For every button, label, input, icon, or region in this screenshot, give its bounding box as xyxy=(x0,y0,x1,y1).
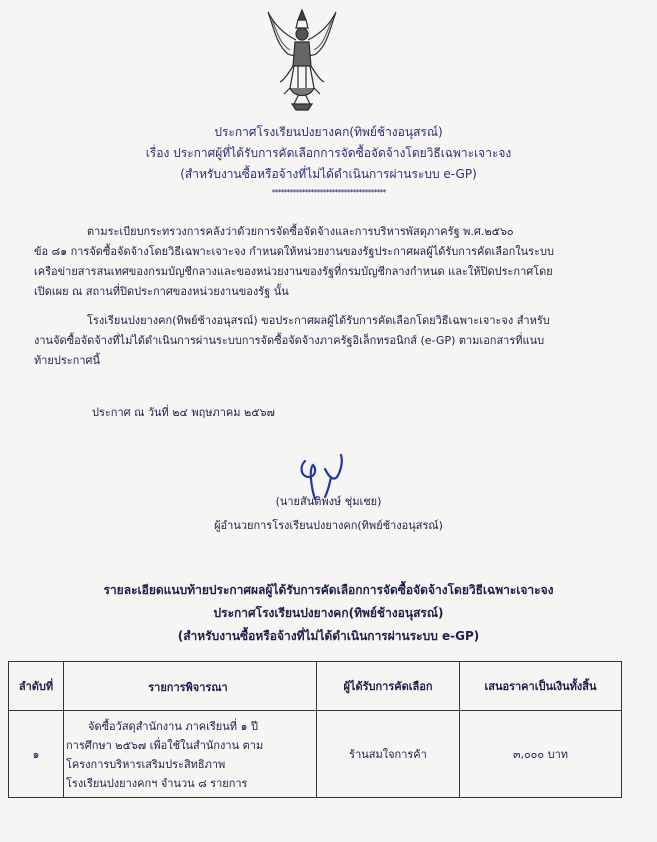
row-price: ๓,๐๐๐ บาท xyxy=(460,711,622,798)
body-paragraph-1-line-3: เครือข่ายสารสนเทศของกรมบัญชีกลางและของหน่วยงานของรัฐที่กรมบัญชีกลางกำหนด และให้ปิดประกาศโดย xyxy=(34,265,553,278)
body-paragraph-1-line-1: ตามระเบียบกระทรวงการคลังว่าด้วยการจัดซื้อจัดจ้างและการบริหารพัสดุภาครัฐ พ.ศ.๒๕๖๐ xyxy=(87,225,514,238)
announcement-scope: (สำหรับงานซื้อหรือจ้างที่ไม่ได้ดำเนินการผ่านระบบ e-GP) xyxy=(180,167,477,181)
attachment-title-line-3: (สำหรับงานซื้อหรือจ้างที่ไม่ได้ดำเนินการผ่านระบบ e-GP) xyxy=(177,629,480,643)
item-line: การศึกษา ๒๕๖๗ เพื่อใช้ในสำนักงาน ตาม xyxy=(66,739,264,752)
row-number: ๑ xyxy=(9,711,64,798)
announcement-title: ประกาศโรงเรียนปงยางคก(ทิพย์ช้างอนุสรณ์) xyxy=(214,125,443,139)
procurement-result-table xyxy=(8,661,622,798)
body-paragraph-1-line-4: เปิดเผย ณ สถานที่ปิดประกาศของหน่วยงานของรัฐ นั้น xyxy=(34,285,289,298)
announcement-subject: เรื่อง ประกาศผู้ที่ได้รับการคัดเลือกการจัดซื้อจัดจ้างโดยวิธีเฉพาะเจาะจง xyxy=(145,146,512,160)
separator-line: ************************************** xyxy=(271,188,386,197)
body-paragraph-2-line-1: โรงเรียนปงยางคก(ทิพย์ช้างอนุสรณ์) ขอประกาศผลผู้ได้รับการคัดเลือกโดยวิธีเฉพาะเจาะจง สำหรับ xyxy=(87,314,550,327)
row-winner: ร้านสมใจการค้า xyxy=(317,711,460,798)
body-paragraph-2-line-3: ท้ายประกาศนี้ xyxy=(34,354,101,367)
table-header-row xyxy=(9,662,622,711)
signer-position: ผู้อำนวยการโรงเรียนปงยางคก(ทิพย์ช้างอนุสรณ์) xyxy=(214,519,443,532)
announced-date: ประกาศ ณ วันที่ ๒๔ พฤษภาคม ๒๕๖๗ xyxy=(92,406,275,419)
signer-name: (นายสันติพงษ์ ชุ่มเชย) xyxy=(275,495,382,508)
item-line: โรงเรียนปงยางคกฯ จำนวน ๘ รายการ xyxy=(66,777,248,790)
item-line: โครงการบริหารเสริมประสิทธิภาพ xyxy=(66,758,226,771)
row-item-description xyxy=(64,711,317,798)
body-paragraph-1-line-2: ข้อ ๘๑ การจัดซื้อจัดจ้างโดยวิธีเฉพาะเจาะจง กำหนดให้หน่วยงานของรัฐประกาศผลผู้ได้รับการคัดเลือกในระบบ xyxy=(34,245,554,258)
column-header-item: รายการพิจารณา xyxy=(64,662,317,711)
table-row xyxy=(9,711,622,798)
column-header-price: เสนอราคาเป็นเงินทั้งสิ้น xyxy=(460,662,622,711)
body-paragraph-2-line-2: งานจัดซื้อจัดจ้างที่ไม่ได้ดำเนินการผ่านระบบการจัดซื้อจัดจ้างภาครัฐอิเล็กทรอนิกส์ (e-GP) ตามเอกสารที่แนบ xyxy=(34,334,545,347)
column-header-number: ลำดับที่ xyxy=(9,662,64,711)
item-line: จัดซื้อวัสดุสำนักงาน ภาคเรียนที่ ๑ ปี xyxy=(88,720,258,733)
garuda-emblem xyxy=(264,4,340,112)
attachment-title-line-2: ประกาศโรงเรียนปงยางคก(ทิพย์ช้างอนุสรณ์) xyxy=(213,606,444,620)
column-header-winner: ผู้ได้รับการคัดเลือก xyxy=(317,662,460,711)
attachment-title-line-1: รายละเอียดแนบท้ายประกาศผลผู้ได้รับการคัดเลือกการจัดซื้อจัดจ้างโดยวิธีเฉพาะเจาะจง xyxy=(103,583,554,597)
